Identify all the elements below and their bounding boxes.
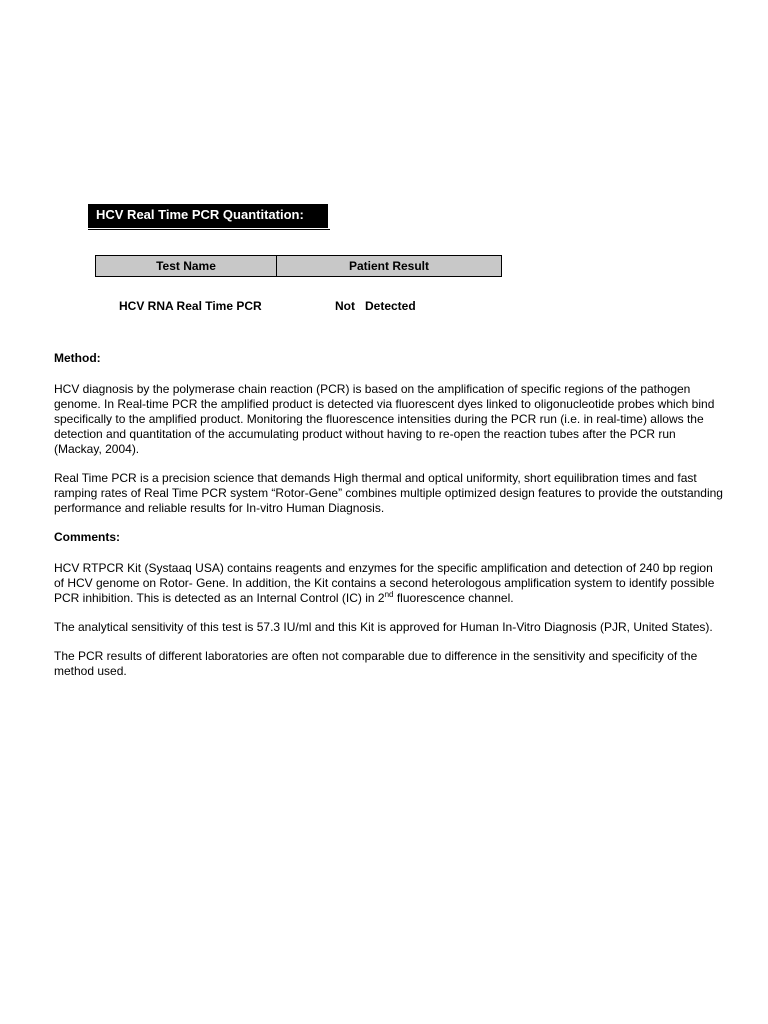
method-paragraph-1: HCV diagnosis by the polymerase chain reaction (PCR) is based on the amplification of specific regions of the pathogen genome. In Real-time PCR the amplified product is detected via fluorescent dyes linked to oligonucleotide probes which bind specifically to the amplified product. Monitoring the fluorescence intensities during the PCR run (i.e. in real-time) allows the detection and quantitation of the accumulating product without having to re-open the reaction tubes after the PCR run (Mackay, 2004). bbox=[54, 382, 715, 456]
comments-paragraph-1 bbox=[54, 561, 726, 606]
report-title: HCV Real Time PCR Quantitation: bbox=[88, 204, 328, 228]
comments-p1-text: HCV RTPCR Kit (Systaaq USA) contains reagents and enzymes for the specific amplification and detection of 240 bp region of HCV genome on Rotor- Gene. In addition, the Kit contains a second heterologous amplification system to identify possible PCR inhibition. This is detected as an Internal Control (IC) in 2 bbox=[54, 561, 715, 605]
comments-p1-text-end: fluorescence channel. bbox=[393, 591, 514, 605]
method-heading: Method: bbox=[54, 351, 101, 365]
method-paragraph-2: Real Time PCR is a precision science that demands High thermal and optical uniformity, short equilibration times and fast ramping rates of Real Time PCR system “Rotor-Gene” combines multiple optimized design features to provide the outstanding performance and reliable results for In-vitro Human Diagnosis. bbox=[54, 471, 723, 515]
header-patient-result: Patient Result bbox=[348, 259, 429, 273]
report-body bbox=[54, 351, 726, 693]
results-table-header bbox=[95, 255, 502, 277]
result-test-name: HCV RNA Real Time PCR bbox=[119, 299, 262, 313]
comments-paragraph-2: The analytical sensitivity of this test is 57.3 IU/ml and this Kit is approved for Human In-Vitro Diagnosis (PJR, United States). bbox=[54, 620, 713, 634]
comments-paragraph-3: The PCR results of different laboratories are often not comparable due to difference in the sensitivity and specificity of the method used. bbox=[54, 649, 698, 678]
header-test-name: Test Name bbox=[96, 256, 277, 276]
comments-p1-superscript: nd bbox=[384, 590, 394, 599]
comments-heading: Comments: bbox=[54, 530, 121, 544]
result-value: Not Detected bbox=[335, 299, 416, 313]
